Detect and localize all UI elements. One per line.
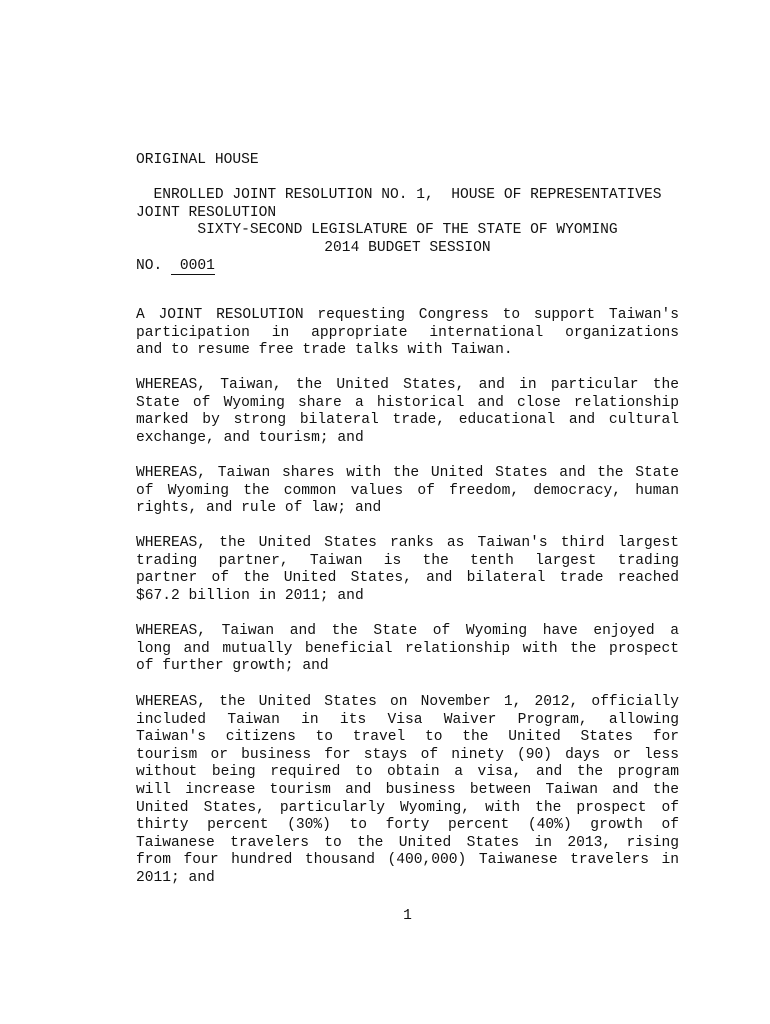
whereas-paragraph-4 (136, 623, 679, 676)
paragraph-line: and to resume free trade talks with Taiwan. (136, 342, 513, 359)
paragraph-line: long and mutually beneficial relationship with the prospect (136, 640, 679, 657)
paragraph-line: participation in appropriate international organizations (136, 324, 679, 341)
paragraph-line: thirty percent (30%) to forty percent (40%) growth of (136, 817, 679, 834)
paragraph-line: partner of the United States, and bilateral trade reached (136, 570, 679, 587)
whereas-paragraph-5 (136, 694, 679, 888)
number-label: NO. (136, 257, 163, 274)
legislature-title: SIXTY-SECOND LEGISLATURE OF THE STATE OF WYOMING (197, 222, 618, 238)
paragraph-line: State of Wyoming share a historical and close relationship (136, 394, 679, 411)
paragraph-line: United States, particularly Wyoming, with the prospect of (136, 799, 679, 816)
paragraph-line: included Taiwan in its Visa Waiver Program, allowing (136, 711, 679, 728)
paragraph-line: WHEREAS, the United States ranks as Taiwan's third largest (136, 535, 679, 551)
paragraph-line: WHEREAS, Taiwan shares with the United States and the State (136, 465, 679, 481)
page-number: 1 (403, 908, 412, 924)
paragraph-line: Taiwanese travelers to the United States in 2013, rising (136, 834, 679, 851)
whereas-paragraph-1 (136, 377, 679, 447)
number-value: 0001 (171, 259, 215, 275)
header-line-joint-resolution: JOINT RESOLUTION (136, 204, 277, 221)
header-line-number (136, 258, 276, 276)
paragraph-line: exchange, and tourism; and (136, 429, 364, 446)
paragraph-line: WHEREAS, the United States on November 1, 2012, officially (136, 694, 679, 710)
paragraph-line: trading partner, Taiwan is the tenth largest trading (136, 552, 679, 569)
session-title: 2014 BUDGET SESSION (324, 240, 491, 256)
paragraph-line: will increase tourism and business between Taiwan and the (136, 781, 679, 798)
paragraph-line: $67.2 billion in 2011; and (136, 587, 364, 604)
header-line-original-house: ORIGINAL HOUSE (136, 152, 259, 169)
paragraph-line: rights, and rule of law; and (136, 500, 382, 517)
whereas-paragraph-3 (136, 535, 679, 605)
paragraph-line: 2011; and (136, 869, 215, 886)
paragraph-line: A JOINT RESOLUTION requesting Congress to support Taiwan's (136, 307, 679, 323)
resolution-title-paragraph (136, 307, 679, 360)
paragraph-line: from four hundred thousand (400,000) Taiwanese travelers in (136, 852, 679, 869)
bill-header (136, 117, 276, 311)
paragraph-line: Taiwan's citizens to travel to the United States for (136, 729, 679, 746)
paragraph-line: tourism or business for stays of ninety (90) days or less (136, 746, 679, 763)
paragraph-line: of further growth; and (136, 658, 329, 675)
enrolled-title: ENROLLED JOINT RESOLUTION NO. 1, HOUSE OF REPRESENTATIVES (153, 187, 662, 203)
whereas-paragraph-2 (136, 465, 679, 518)
paragraph-line: WHEREAS, Taiwan, the United States, and in particular the (136, 377, 679, 393)
paragraph-line: marked by strong bilateral trade, educational and cultural (136, 412, 679, 429)
paragraph-line: of Wyoming the common values of freedom, democracy, human (136, 482, 679, 499)
paragraph-line: without being required to obtain a visa, and the program (136, 764, 679, 781)
paragraph-line: WHEREAS, Taiwan and the State of Wyoming have enjoyed a (136, 623, 679, 639)
